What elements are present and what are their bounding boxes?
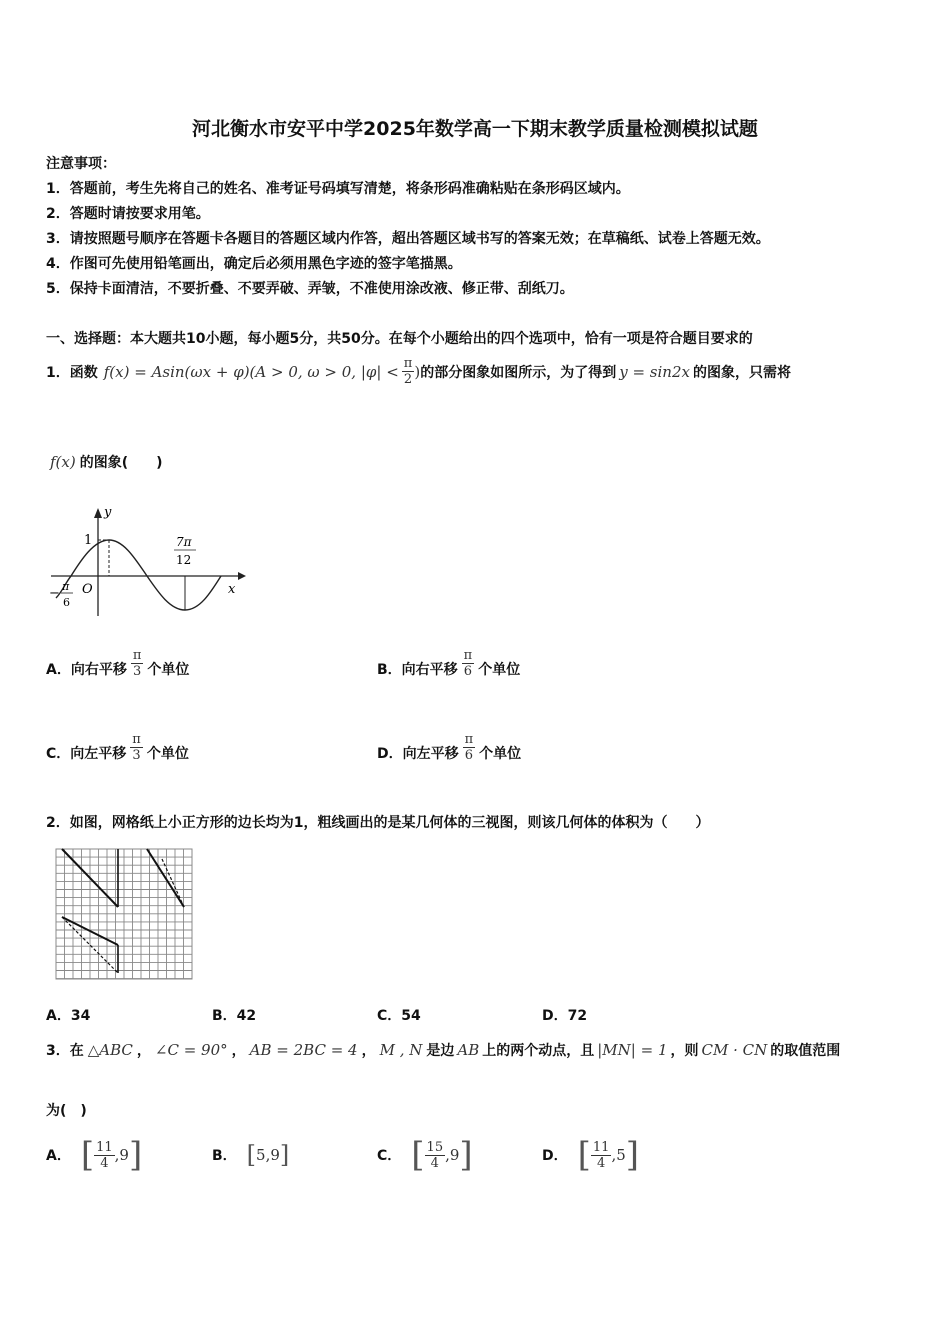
notice-item: 1．答题前，考生先将自己的姓名、准考证号码填写清楚，将条形码准确粘贴在条形码区域内。 [46, 181, 630, 197]
side-view-dashed [162, 859, 184, 907]
q3-edge: AB [457, 1041, 480, 1059]
q3-option-a[interactable]: A． [ $\frac{11}{4}$ ,9 ] [46, 1135, 143, 1175]
sine-curve [56, 540, 221, 610]
q2-option-a[interactable]: A．34 [46, 1008, 91, 1024]
question-3: 3．在 △ABC ， ∠C = 90° ， AB = 2BC = 4 ， M , N 是边 AB 上的两个动点，且 |MN| = 1 ，则 CM · CN 的取值范围 [46, 1041, 841, 1059]
y-axis-arrow [94, 508, 102, 518]
section-heading: 一、选择题：本大题共10小题，每小题5分，共50分。在每个小题给出的四个选项中，恰有一项是符合题目要求的 [46, 331, 753, 347]
q1-formula: f(x) = Asin(ωx + φ)(A > 0, ω > 0, |φ| < [103, 362, 399, 381]
q3-dot-product: CM · CN [701, 1041, 768, 1059]
q1-option-b[interactable]: B． 向右平移 $\frac{\pi}{6}$ 个单位 [377, 648, 521, 679]
y-label: y [104, 505, 112, 520]
q3-mn: M , N [379, 1041, 423, 1059]
neg-den: 6 [63, 596, 70, 609]
peak-num: 7π [176, 535, 192, 549]
x-axis-arrow [238, 572, 246, 580]
origin-label: O [82, 582, 93, 597]
x-label: x [228, 582, 236, 597]
notice-item: 2．答题时请按要求用笔。 [46, 206, 210, 222]
question-2: 2．如图，网格纸上小正方形的边长均为1，粗线画出的是某几何体的三视图，则该几何体的体积为（ ） [46, 815, 710, 831]
q1-target: y = sin2x [619, 362, 690, 381]
q1-formula-frac: $\frac{\pi}{2}$ [403, 356, 413, 387]
q2-option-d[interactable]: D．72 [542, 1008, 588, 1024]
q2-option-b[interactable]: B．42 [212, 1008, 257, 1024]
q1-option-a[interactable]: A． 向右平移 $\frac{\pi}{3}$ 个单位 [46, 648, 190, 679]
page-title: 河北衡水市安平中学2025年数学高一下期末教学质量检测模拟试题 [192, 118, 758, 140]
side-view-line [147, 849, 184, 907]
question-1 [46, 356, 791, 387]
q1-line2 [50, 452, 163, 472]
q3-option-b[interactable]: B． [ 5,9 ] [212, 1141, 290, 1169]
q3-mn-length: |MN| = 1 [597, 1041, 668, 1059]
one-label: 1 [84, 533, 93, 548]
notice-item: 5．保持卡面清洁，不要折叠、不要弄破、弄皱，不准使用涂改液、修正带、刮纸刀。 [46, 281, 574, 297]
three-view-grid [52, 845, 196, 985]
q1-option-c[interactable]: C． 向左平移 $\frac{\pi}{3}$ 个单位 [46, 732, 189, 763]
q3-option-d[interactable]: D． [ $\frac{11}{4}$ ,5 ] [542, 1135, 640, 1175]
q3-ab: AB = 2BC = 4 [249, 1041, 358, 1059]
q3-angle: ∠C = 90° [154, 1041, 228, 1059]
q1-fx: f(x) [50, 453, 76, 471]
q1-formula-close: ) [414, 362, 421, 381]
q1-text-mid: 的部分图象如图所示，为了得到 [420, 364, 617, 381]
neg-num: π [62, 580, 70, 593]
q1-number: 1．函数 [46, 364, 98, 381]
notice-item: 3．请按照题号顺序在答题卡各题目的答题区域内作答，超出答题区域书写的答案无效；在草稿纸、试卷上答题无效。 [46, 231, 770, 247]
neg-sign: − [49, 586, 60, 601]
q3-line2: 为( ) [46, 1103, 87, 1119]
q1-text-end: 的图象，只需将 [692, 364, 791, 381]
q1-line2-text: 的图象( ) [79, 455, 163, 471]
sine-graph [46, 500, 246, 620]
notice-item: 4．作图可先使用铅笔画出，确定后必须用黑色字迹的签字笔描黑。 [46, 256, 462, 272]
q2-option-c[interactable]: C．54 [377, 1008, 421, 1024]
q3-option-c[interactable]: C． [ $\frac{15}{4}$ ,9 ] [377, 1135, 473, 1175]
q1-option-d[interactable]: D． 向左平移 $\frac{\pi}{6}$ 个单位 [377, 732, 522, 763]
notice-heading: 注意事项： [46, 156, 116, 172]
q3-triangle: △ABC [87, 1041, 133, 1059]
peak-den: 12 [176, 553, 192, 567]
